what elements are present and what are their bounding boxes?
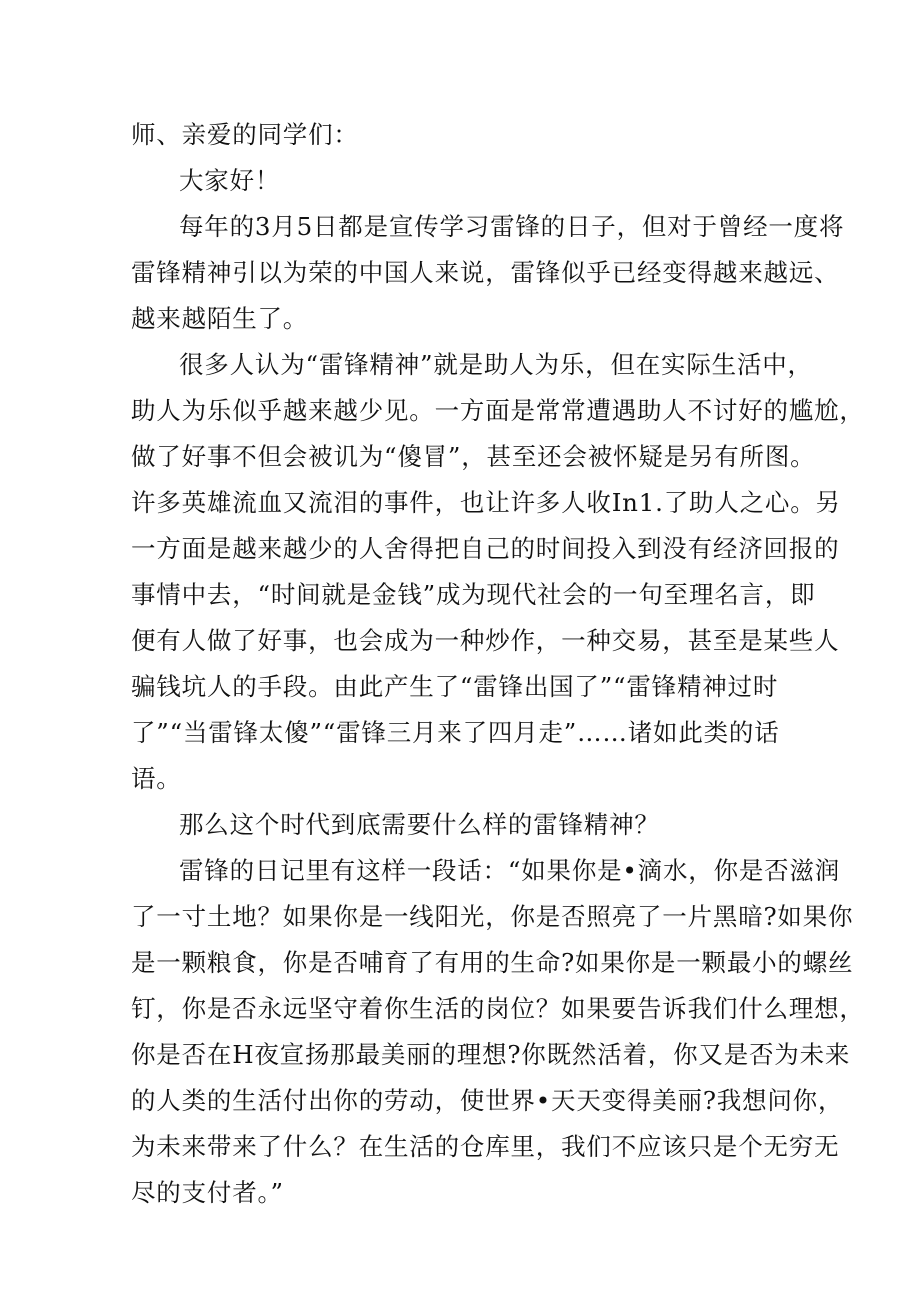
text-line: 语。 (131, 764, 182, 793)
text-line: 大家好！ (179, 166, 281, 195)
text-line: 了”“当雷锋太傻”“雷锋三月来了四月走”……诸如此类的话 (131, 718, 780, 747)
text-line: 的人类的生活付出你的劳动，使世界•天天变得美丽?我想问你， (131, 1086, 844, 1115)
text-line: 你是否在H夜宣扬那最美丽的理想?你既然活着，你又是否为未来 (131, 1040, 851, 1069)
text-line: 很多人认为“雷锋精神”就是助人为乐，但在实际生活中， (179, 350, 813, 379)
text-line: 事情中去，“时间就是金钱”成为现代社会的一句至理名言，即 (131, 580, 816, 609)
text-line: 雷锋精神引以为荣的中国人来说，雷锋似乎已经变得越来越远、 (131, 258, 840, 287)
text-line: 骗钱坑人的手段。由此产生了“雷锋出国了”“雷锋精神过时 (131, 672, 779, 701)
speech-text (131, 112, 865, 1216)
text-line: 越来越陌生了。 (131, 304, 309, 333)
text-line: 一方面是越来越少的人舍得把自己的时间投入到没有经济回报的 (131, 534, 840, 563)
text-line: 是一颗粮食，你是否哺育了有用的生命?如果你是一颗最小的螺丝 (131, 948, 854, 977)
text-line: 做了好事不但会被讥为“傻冒”，甚至还会被怀疑是另有所图。 (131, 442, 816, 471)
text-line: 便有人做了好事，也会成为一种炒作，一种交易，甚至是某些人 (131, 626, 840, 655)
text-line: 了一寸土地？如果你是一线阳光，你是否照亮了一片黑暗?如果你 (131, 902, 854, 931)
text-line: 每年的3月5日都是宣传学习雷锋的日子，但对于曾经一度将 (179, 212, 845, 241)
paragraph-question (131, 802, 801, 848)
paragraph-diary-quote (131, 848, 865, 1216)
text-line: 师、亲爱的同学们： (131, 120, 359, 149)
paragraph-salutation (131, 112, 801, 158)
text-line: 钉，你是否永远坚守着你生活的岗位？如果要告诉我们什么理想， (131, 994, 865, 1023)
text-line: 雷锋的日记里有这样一段话：“如果你是•滴水，你是否滋润 (179, 856, 841, 885)
paragraph-discussion (131, 342, 865, 802)
paragraph-greeting (131, 158, 801, 204)
paragraph-intro (131, 204, 845, 342)
text-line: 尽的支付者。” (131, 1178, 284, 1207)
text-line: 为未来带来了什么？在生活的仓库里，我们不应该只是个无穷无 (131, 1132, 840, 1161)
text-line: 那么这个时代到底需要什么样的雷锋精神？ (179, 810, 660, 839)
text-line: 许多英雄流血又流泪的事件，也让许多人收In1.了助人之心。另 (131, 488, 841, 517)
text-line: 助人为乐似乎越来越少见。一方面是常常遭遇助人不讨好的尴尬， (131, 396, 865, 425)
